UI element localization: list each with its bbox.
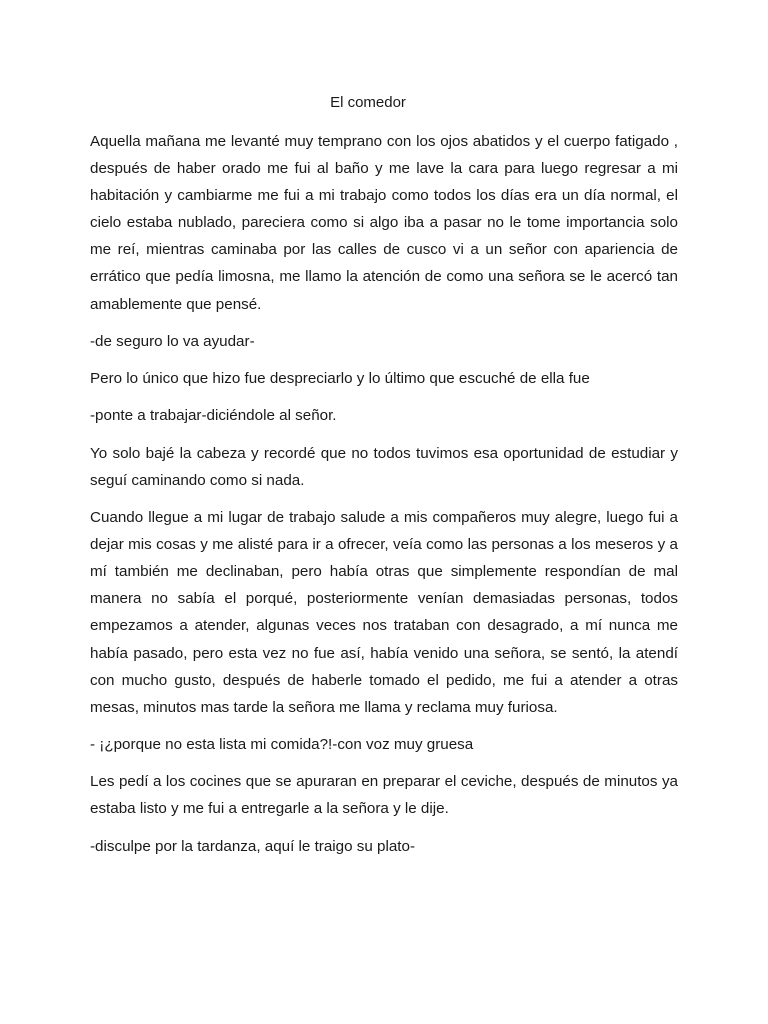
paragraph-3: Pero lo único que hizo fue despreciarlo y lo último que escuché de ella fue — [90, 370, 590, 388]
paragraph-5: Yo solo bajé la cabeza y recordé que no todos tuvimos esa oportunidad de estudiar y seguí caminando como si nada. — [90, 444, 678, 489]
paragraph-7: - ¡¿porque no esta lista mi comida?!-con voz muy gruesa — [90, 736, 474, 753]
paragraph-9: -disculpe por la tardanza, aquí le traigo su plato- — [90, 837, 416, 855]
paragraph-2: -de seguro lo va ayudar- — [90, 332, 255, 350]
paragraph-6: Cuando llegue a mi lugar de trabajo salude a mis compañeros muy alegre, luego fui a dejar mis cosas y me alisté para ir a ofrecer, veía como las personas a los meseros y a mí también me declinaban, pero había otras que simplemente respondían de mal manera no sabía el porqué, posteriormente venían demasiadas personas, todos empezamos a atender, algunas veces nos trataban con desagrado, a mí nunca me había pasado, pero esta vez no fue así, había venido una señora, se sentó, la atendí con mucho gusto, después de haberle tomado el pedido, me fui a atender a otras mesas, minutos mas tarde la señora me llama y reclama muy furiosa. — [90, 509, 678, 716]
paragraph-1: Aquella mañana me levanté muy temprano con los ojos abatidos y el cuerpo fatigado , después de haber orado me fui al baño y me lave la cara para luego regresar a mi habitación y cambiarme me fui a mi trabajo como todos los días era un día normal, el cielo estaba nublado, pareciera como si algo iba a pasar no le tome importancia solo me reí, mientras caminaba por las calles de cusco vi a un señor con apariencia de errático que pedía limosna, me llamo la atención de como una señora se le acercó tan amablemente que pensé. — [90, 133, 678, 313]
paragraph-8: Les pedí a los cocines que se apuraran en preparar el ceviche, después de minutos ya estaba listo y me fui a entregarle a la señora y le dije. — [90, 773, 678, 818]
paragraph-4: -ponte a trabajar-diciéndole al señor. — [90, 407, 337, 425]
document-body — [90, 128, 678, 870]
document-title: El comedor — [330, 94, 406, 111]
